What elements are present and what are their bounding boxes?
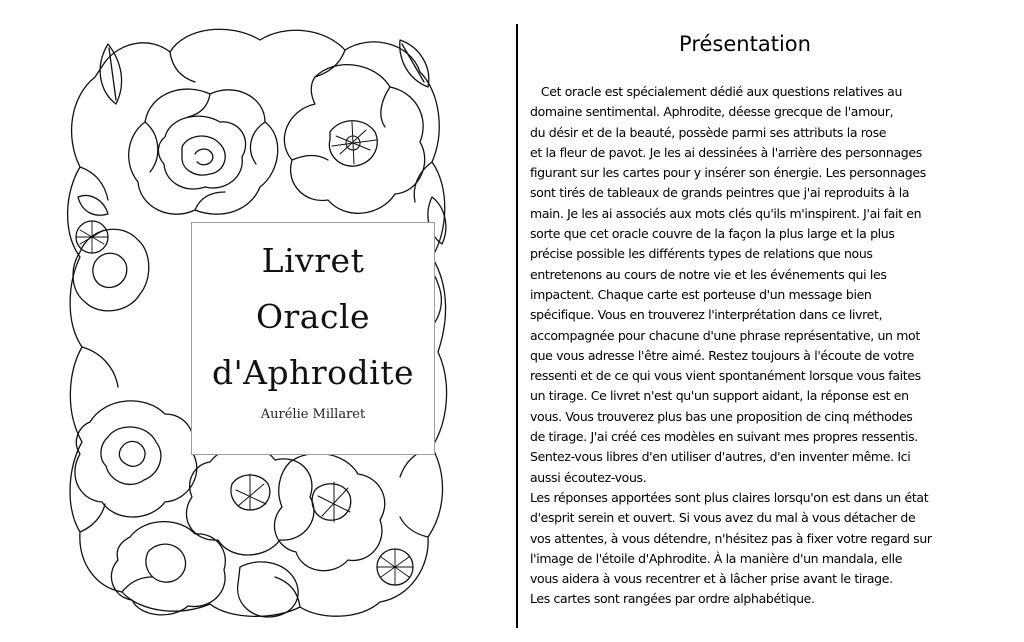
text-line: et la fleur de pavot. Je les ai dessinées à l'arrière des personnages [530,144,922,160]
title-box [191,222,435,455]
text-line: domaine sentimental. Aphrodite, déesse grecque de l'amour, [530,104,894,120]
text-line: du désir et de la beauté, possède parmi ses attributs la rose [530,124,887,140]
text-line: figurant sur les cartes pour y insérer son énergie. Les personnages [530,165,926,181]
text-line: l'image de l'étoile d'Aphrodite. À la manière d'un mandala, elle [530,550,903,566]
text-line: entretenons au cours de notre vie et les événements qui les [530,266,887,282]
text-line: Les cartes sont rangées par ordre alphabétique. [530,591,815,607]
text-line: impactent. Chaque carte est porteuse d'un message bien [530,286,872,302]
text-line: Les réponses apportées sont plus claires lorsqu'on est dans un état [530,489,929,505]
title-line: Livret [261,241,365,280]
page-divider [516,24,518,628]
text-line: aussi écoutez-vous. [530,469,647,485]
presentation-text [530,82,980,610]
text-line: Cet oracle est spécialement dédié aux questions relatives au [530,84,903,99]
text-line: sont tirés de tableaux de grands peintres que j'ai reproduits à la [530,185,910,201]
text-line: un tirage. Ce livret n'est qu'un support aidant, la réponse est en [530,388,909,404]
text-line: vos attentes, à vous détendre, n'hésitez pas à fixer votre regard sur [530,530,932,546]
title-line: Oracle [255,297,371,336]
text-line: d'esprit serein et ouvert. Si vous avez du mal à vous détacher de [530,510,916,526]
text-line: vous. Vous trouverez plus bas une proposition de cinq méthodes [530,408,913,424]
text-line: de tirage. J'ai créé ces modèles en suivant mes propres ressentis. [530,429,918,445]
section-heading: Présentation [679,32,811,56]
text-line: ressenti et de ce qui vous vient spontanément lorsque vous faites [530,368,921,384]
title-line: d'Aphrodite [211,353,415,392]
cover-page [60,22,455,620]
text-line: sorte que cet oracle couvre de la façon la plus large et la plus [530,226,895,242]
text-line: vous aidera à vous recentrer et à lâcher prise avant le tirage. [530,571,893,587]
text-line: accompagnée pour chacune d'une phrase représentative, un mot [530,327,920,343]
text-line: Sentez-vous libres d'en utiliser d'autres, d'en inventer même. Ici [530,449,911,465]
text-line: main. Je les ai associés aux mots clés qu'ils m'inspirent. J'ai fait en [530,205,922,221]
author-name: Aurélie Millaret [260,407,366,422]
text-line: que vous adresse l'être aimé. Restez toujours à l'écoute de votre [530,347,914,363]
text-line: précise possible les différents types de relations que nous [530,246,873,262]
text-line: spécifique. Vous en trouverez l'interprétation dans ce livret, [530,307,883,323]
book-title [192,233,434,401]
